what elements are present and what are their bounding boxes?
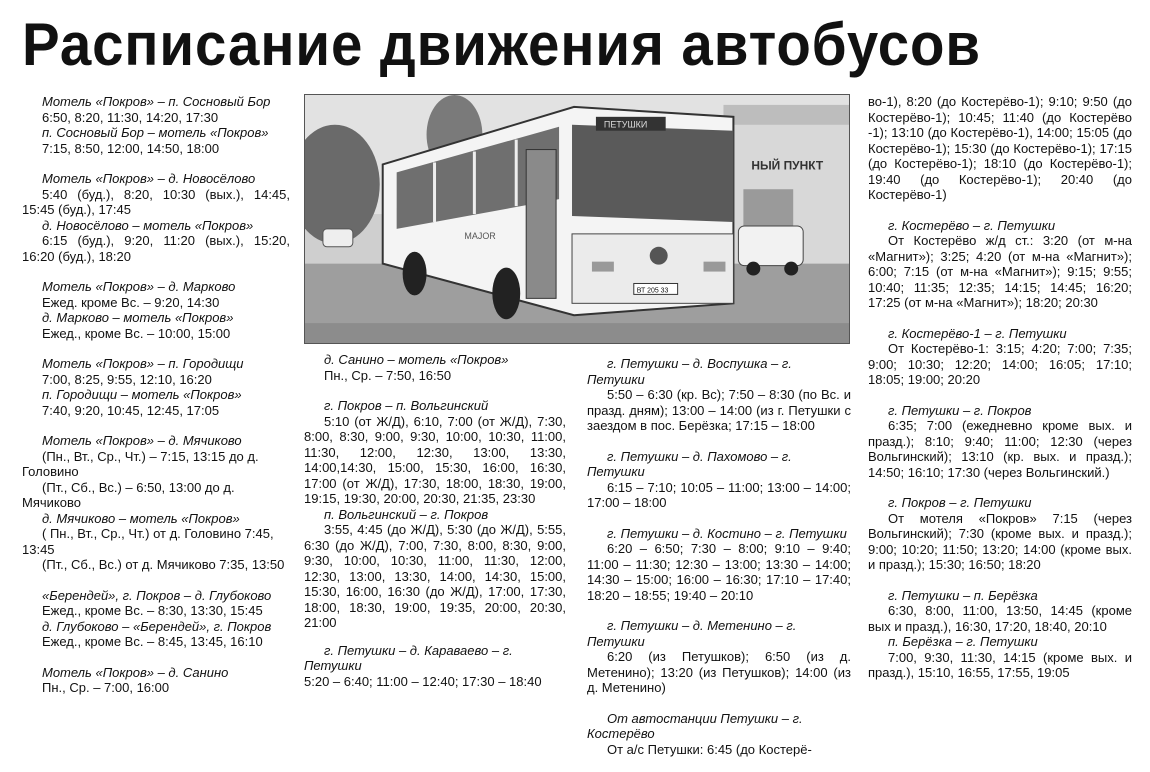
route-block (587, 449, 851, 511)
route-title: д. Новосёлово – мотель «Покров» (42, 217, 254, 233)
schedule-column-2 (304, 352, 566, 704)
route-block (868, 495, 1132, 573)
route-block (22, 279, 290, 341)
route-times: 7:40, 9:20, 10:45, 12:45, 17:05 (42, 402, 220, 418)
route-title: г. Петушки – п. Берёзка (888, 587, 1038, 603)
route-times: 6:20 – 6:50; 7:30 – 8:00; 9:10 – 9:40; 11:00 – 11:30; 12:30 – 13:00; 13:30 – 14:00; 14:30 – 15:00; 16:00 – 16:30; 17:10 – 17:40; 18:20 – 18:55; 19:40 – 20:10 (587, 541, 851, 603)
route-block (587, 526, 851, 604)
route-times: 3:55, 4:45 (до Ж/Д), 5:30 (до Ж/Д), 5:55, 6:30 (до Ж/Д), 7:00, 7:30, 8:00, 8:30, 9:00, 9:30, 10:00, 10:30, 11:00, 11:30, 12:00, 12:30, 13:00, 13:30, 14:00, 14:30, 15:00, 15:30, 16:00, 16:30 (до Ж/Д), 17:00, 17:30, 18:00, 18:30, 19:00, 19:35, 20:00, 20:30, 21:00 (304, 522, 566, 630)
route-times: Ежед., кроме Вс. – 8:45, 13:45, 16:10 (42, 634, 263, 649)
route-times: 5:40 (буд.), 8:20, 10:30 (вых.), 14:45, 15:45 (буд.), 17:45 (22, 186, 290, 217)
route-title: д. Глубоково – «Берендей», г. Покров (42, 618, 272, 634)
route-block (22, 433, 290, 573)
route-block (22, 94, 290, 156)
route-times: 6:35; 7:00 (ежедневно кроме вых. и празд.); 8:10; 9:40; 11:00; 12:30 (через Вольгинский); 13:10 (кр. вых. и празд.); 14:50; 16:10; 17:30 (через Вольгинский.) (868, 418, 1132, 480)
route-times: 5:50 – 6:30 (кр. Вс); 7:50 – 8:30 (по Вс. и празд. дням); 13:00 – 14:00 (из г. Петушки с заездом в пос. Берёзка; 17:15 – 18:00 (587, 387, 851, 433)
route-block (22, 356, 290, 418)
route-block (868, 94, 1132, 203)
route-title: «Берендей», г. Покров – д. Глубоково (42, 587, 272, 603)
schedule-column-1 (22, 94, 290, 711)
route-title: г. Петушки – г. Покров (888, 402, 1032, 418)
schedule-column-3 (587, 356, 851, 772)
route-title: г. Петушки – д. Воспушка – г. Петушки (587, 356, 792, 387)
route-times: во-1), 8:20 (до Костерёво-1); 9:10; 9:50 (до Костерёво-1); 10:45; 11:40 (до Костерёво -1); 13:10 (до Костерёво-1), 14:00; 15:05 (до Костерёво-1); 15:30 (до Костерёво-1); 17:15 (до Костерёво-1); 18:10 (до Костерёво-1); 19:40 (до Костерёво-1); 20:40 (до Костерёво-1) (868, 94, 1132, 202)
route-title: г. Покров – г. Петушки (888, 495, 1032, 510)
bus-side-text: MAJOR (464, 230, 496, 241)
route-title: п. Берёзка – г. Петушки (888, 634, 1038, 649)
license-plate: ВТ 205 33 (636, 287, 669, 295)
route-block (22, 171, 290, 264)
route-title: д. Санино – мотель «Покров» (324, 352, 509, 367)
route-times: 6:15 (буд.), 9:20, 11:20 (вых.), 15:20, 16:20 (буд.), 18:20 (22, 233, 290, 264)
route-title: п. Вольгинский – г. Покров (324, 506, 489, 522)
route-times: Ежед., кроме Вс. – 10:00, 15:00 (42, 325, 231, 341)
route-times: (Пт., Сб., Вс.) от д. Мячиково 7:35, 13:50 (42, 557, 285, 572)
route-title: п. Городищи – мотель «Покров» (42, 387, 242, 402)
route-title: г. Петушки – д. Метенино – г. Петушки (587, 618, 797, 649)
route-title: Мотель «Покров» – п. Городищи (42, 356, 244, 371)
route-title: г. Петушки – д. Караваево – г. Петушки (304, 642, 513, 673)
route-block (304, 352, 566, 383)
route-times: Ежед., кроме Вс. – 8:30, 13:30, 15:45 (42, 603, 263, 618)
route-times: 7:15, 8:50, 12:00, 14:50, 18:00 (42, 140, 220, 156)
route-title: Мотель «Покров» – д. Марково (42, 279, 236, 294)
route-title: г. Костерёво-1 – г. Петушки (888, 325, 1067, 341)
route-title: Мотель «Покров» – д. Санино (42, 664, 229, 680)
route-block (868, 326, 1132, 388)
route-times: 6:50, 8:20, 11:30, 14:20, 17:30 (42, 109, 219, 125)
route-block (868, 218, 1132, 311)
route-block (587, 618, 851, 696)
bus-photo-image (305, 95, 849, 343)
route-block (587, 356, 851, 434)
route-title: п. Сосновый Бор – мотель «Покров» (42, 125, 269, 140)
route-block (868, 403, 1132, 481)
route-block (868, 588, 1132, 681)
route-times: ( Пн., Вт., Ср., Чт.) от д. Головино 7:45, 13:45 (22, 526, 274, 557)
bus-photo (304, 94, 850, 344)
route-block (304, 398, 566, 631)
route-times: Пн., Ср. – 7:50, 16:50 (324, 367, 452, 383)
route-title: Мотель «Покров» – п. Сосновый Бор (42, 94, 271, 109)
route-times: (Пт., Сб., Вс.) – 6:50, 13:00 до д. Мячиково (22, 479, 235, 510)
route-times: 7:00, 9:30, 11:30, 14:15 (кроме вых. и празд.), 15:10, 16:55, 17:55, 19:05 (868, 649, 1132, 680)
route-title: От автостанции Петушки – г. Костерёво (587, 710, 803, 741)
route-title: г. Петушки – д. Пахомово – г. Петушки (587, 448, 792, 479)
page-title: Расписание движения автобусов (22, 11, 982, 78)
route-block (22, 588, 290, 650)
route-times: Ежед. кроме Вс. – 9:20, 14:30 (42, 294, 220, 310)
route-block (587, 711, 851, 758)
route-title: Мотель «Покров» – д. Новосёлово (42, 171, 256, 186)
route-times: 6:15 – 7:10; 10:05 – 11:00; 13:00 – 14:00; 17:00 – 18:00 (587, 479, 851, 510)
building-sign: НЫЙ ПУНКТ (751, 158, 824, 173)
route-title: г. Костерёво – г. Петушки (888, 217, 1056, 233)
route-times: Пн., Ср. – 7:00, 16:00 (42, 680, 170, 695)
route-times: 6:20 (из Петушков); 6:50 (из д. Метенино); 13:20 (из Петушков); 14:00 (из д. Метенино) (587, 649, 851, 695)
destination-sign: ПЕТУШКИ (603, 119, 648, 130)
route-block (22, 665, 290, 696)
route-times: От мотеля «Покров» 7:15 (через Вольгинский); 7:30 (кроме вых. и празд.); 9:00; 10:20; 11:50; 13:20; 14:00 (кроме вых. и празд.); 15:30; 16:50; 18:20 (868, 510, 1132, 572)
route-times: 6:30, 8:00, 11:00, 13:50, 14:45 (кроме вых и празд.), 16:30, 17:20, 18:40, 20:10 (868, 603, 1132, 634)
route-times: 5:20 – 6:40; 11:00 – 12:40; 17:30 – 18:40 (304, 673, 542, 689)
route-times: От Костерёво ж/д ст.: 3:20 (от м-на «Магнит»); 3:25; 4:20 (от м-на «Магнит»); 6:00; 7:15 (от м-на «Магнит»); 9:15; 9:55; 10:40; 11:35; 12:35; 14:15; 14:45; 16:20; 17:25 (от м-на «Магнит»); 18:20; 20:30 (868, 233, 1132, 310)
route-times: 7:00, 8:25, 9:55, 12:10, 16:20 (42, 371, 212, 387)
route-title: Мотель «Покров» – д. Мячиково (42, 433, 242, 448)
route-title: г. Петушки – д. Костино – г. Петушки (607, 525, 847, 541)
route-times: От а/с Петушки: 6:45 (до Костерё- (607, 741, 812, 757)
route-times: 5:10 (от Ж/Д), 6:10, 7:00 (от Ж/Д), 7:30, 8:00, 8:30, 9:00, 9:30, 10:00, 10:30, 11:00, 11:30, 12:00, 12:30, 13:00, 13:30, 14:00,14:30, 15:00, 15:30, 16:00, 16:30, 17:00 (от Ж/Д), 17:30, 18:00, 18:30, 19:00, 19:15, 19:30, 20:00, 20:30, 21:35, 23:30 (304, 413, 566, 506)
route-title: г. Покров – п. Вольгинский (324, 398, 489, 413)
route-times: (Пн., Вт., Ср., Чт.) – 7:15, 13:15 до д. Головино (22, 448, 259, 479)
route-times: От Костерёво-1: 3:15; 4:20; 7:00; 7:35; 9:00; 10:30; 12:20; 14:00; 16:05; 17:10; 18:05; 19:00; 20:20 (868, 341, 1132, 387)
route-title: д. Марково – мотель «Покров» (42, 310, 234, 325)
schedule-column-4 (868, 94, 1132, 696)
route-block (304, 643, 566, 690)
route-title: д. Мячиково – мотель «Покров» (42, 510, 240, 526)
